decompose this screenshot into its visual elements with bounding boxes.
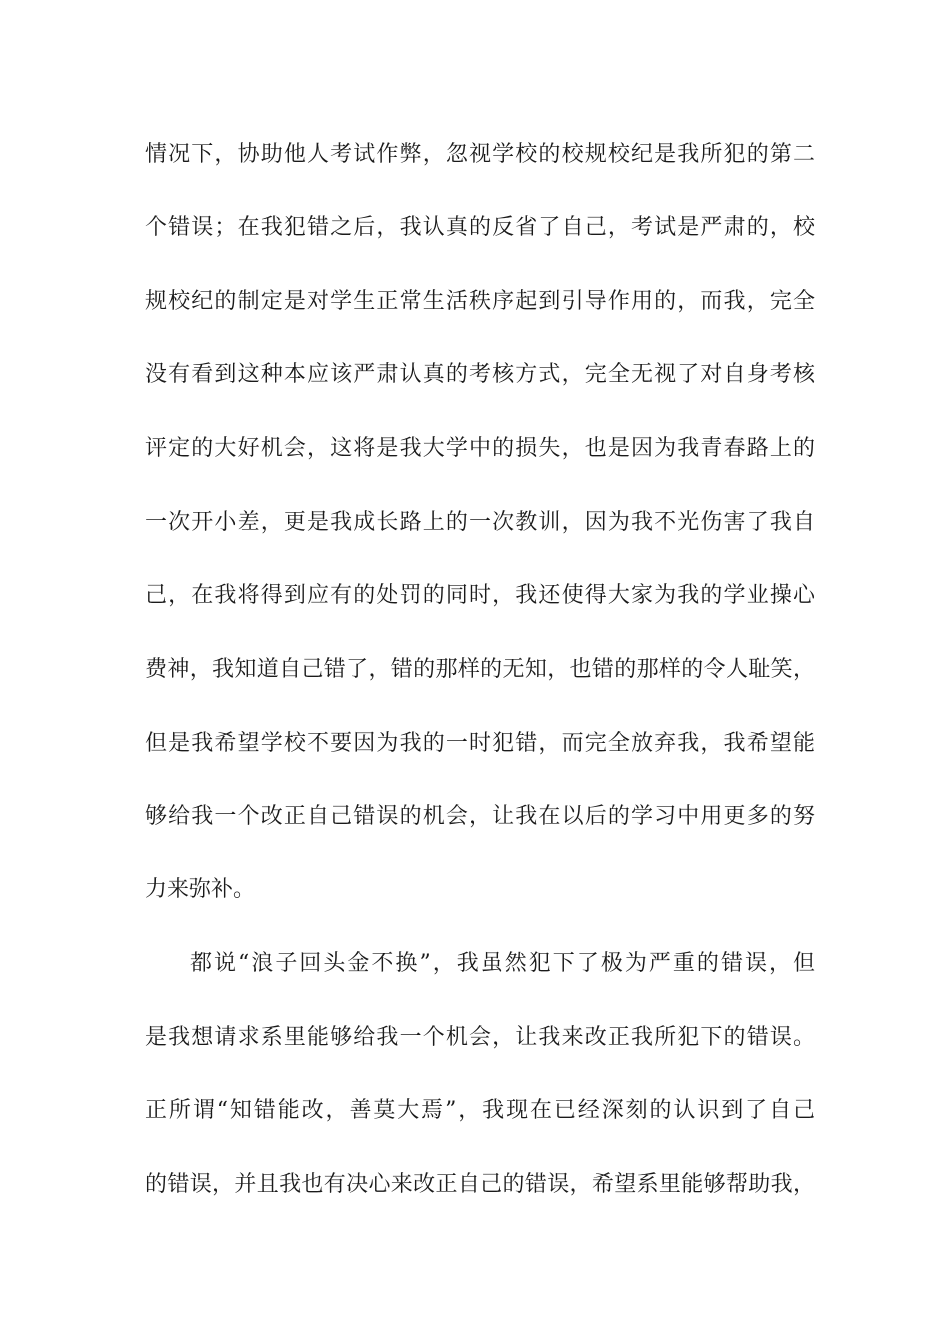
text-line: 是我想请求系里能够给我一个机会，让我来改正我所犯下的错误。 xyxy=(145,1025,815,1050)
text-line: 个错误；在我犯错之后，我认真的反省了自己，考试是严肃的，校 xyxy=(145,215,815,240)
text-line: 但是我希望学校不要因为我的一时犯错，而完全放弃我，我希望能 xyxy=(145,731,815,756)
paragraph-first-line: 都说“浪子回头金不换”，我虽然犯下了极为严重的错误，但 xyxy=(190,951,815,976)
text-line: 力来弥补。 xyxy=(145,877,256,902)
text-line: 没有看到这种本应该严肃认真的考核方式，完全无视了对自身考核 xyxy=(145,362,815,387)
text-line: 情况下，协助他人考试作弊，忽视学校的校规校纪是我所犯的第二 xyxy=(145,142,815,167)
text-line: 评定的大好机会，这将是我大学中的损失，也是因为我青春路上的 xyxy=(145,436,815,461)
text-line: 正所谓“知错能改，善莫大焉”，我现在已经深刻的认识到了自己 xyxy=(145,1098,815,1123)
text-line: 费神，我知道自己错了，错的那样的无知，也错的那样的令人耻笑， xyxy=(145,657,815,682)
text-line: 己，在我将得到应有的处罚的同时，我还使得大家为我的学业操心 xyxy=(145,583,815,608)
text-line: 一次开小差，更是我成长路上的一次教训，因为我不光伤害了我自 xyxy=(145,510,815,535)
text-line: 的错误，并且我也有决心来改正自己的错误，希望系里能够帮助我， xyxy=(145,1172,815,1197)
text-line: 规校纪的制定是对学生正常生活秩序起到引导作用的，而我，完全 xyxy=(145,289,815,314)
text-line: 够给我一个改正自己错误的机会，让我在以后的学习中用更多的努 xyxy=(145,804,815,829)
